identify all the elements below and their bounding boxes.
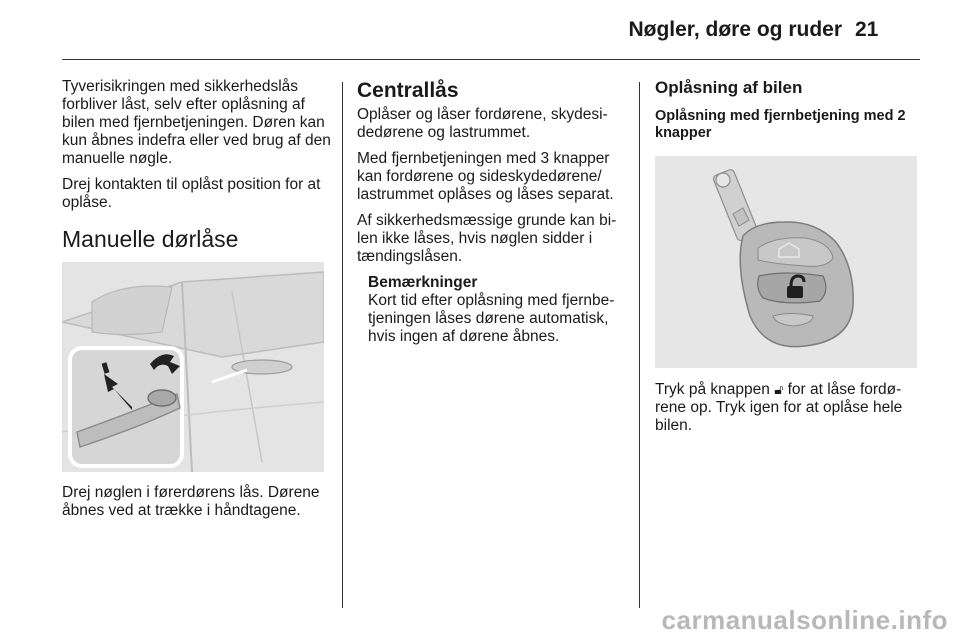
note-text: Kort tid efter oplåsning med fjernbe-tjeningen låses dørene automatisk, hvis ingen af dørene åbnes.: [368, 292, 615, 345]
note-title: Bemærkninger: [368, 274, 478, 291]
paragraph-safety-ignition: Af sikkerhedsmæssige grunde kan bi-len ikke låses, hvis nøglen sidder i tændingslåsen.: [357, 212, 617, 265]
heading-central-locking: Centrallås: [357, 79, 459, 102]
caption-unlock-button: Tryk på knappen 🔓︎ for at låse fordø-rene op. Tryk igen for at oplåse hele bilen.: [655, 381, 903, 434]
column-divider-2: [639, 82, 640, 608]
paragraph-antitheft: Tyverisikringen med sikkerhedslås forbliver låst, selv efter oplåsning af bilen med fjernbetjeningen. Døren kan kun åbnes indefra eller ved brug af den manuelle nøgle.: [62, 78, 331, 167]
remote-key-drawing: [655, 156, 917, 368]
subheading-two-button-remote: Oplåsning med fjernbetjening med 2 knapper: [655, 108, 906, 141]
note-box: [368, 274, 629, 346]
caption-door-handle: Drej nøglen i førerdørens lås. Dørene åbnes ved at trække i håndtagene.: [62, 484, 320, 519]
remote-key-illustration: [655, 156, 917, 368]
header-rule: [62, 59, 920, 60]
heading-unlocking-vehicle: Oplåsning af bilen: [655, 78, 803, 97]
paragraph-central-lock-scope: Oplåser og låser fordørene, skydesi-dedørene og lastrummet.: [357, 106, 608, 141]
door-handle-drawing: [62, 262, 324, 472]
heading-manual-door-locks: Manuelle dørlåse: [62, 226, 239, 252]
column-2: [357, 78, 629, 346]
page-number: 21: [855, 18, 879, 41]
paragraph-three-button-remote: Med fjernbetjeningen med 3 knapper kan fordørene og sideskydedørene/ lastrummet oplåses og låses separat.: [357, 150, 614, 203]
paragraph-unlock-switch: Drej kontakten til oplåst position for at oplåse.: [62, 176, 321, 211]
column-3: [655, 78, 923, 443]
column-divider-1: [342, 82, 343, 608]
page-title: Nøgler, døre og ruder: [628, 18, 842, 41]
door-handle-illustration: [62, 262, 324, 472]
unlock-icon: 🔓︎: [774, 381, 784, 397]
watermark: carmanualsonline.info: [661, 605, 948, 635]
column-1: [62, 78, 332, 528]
